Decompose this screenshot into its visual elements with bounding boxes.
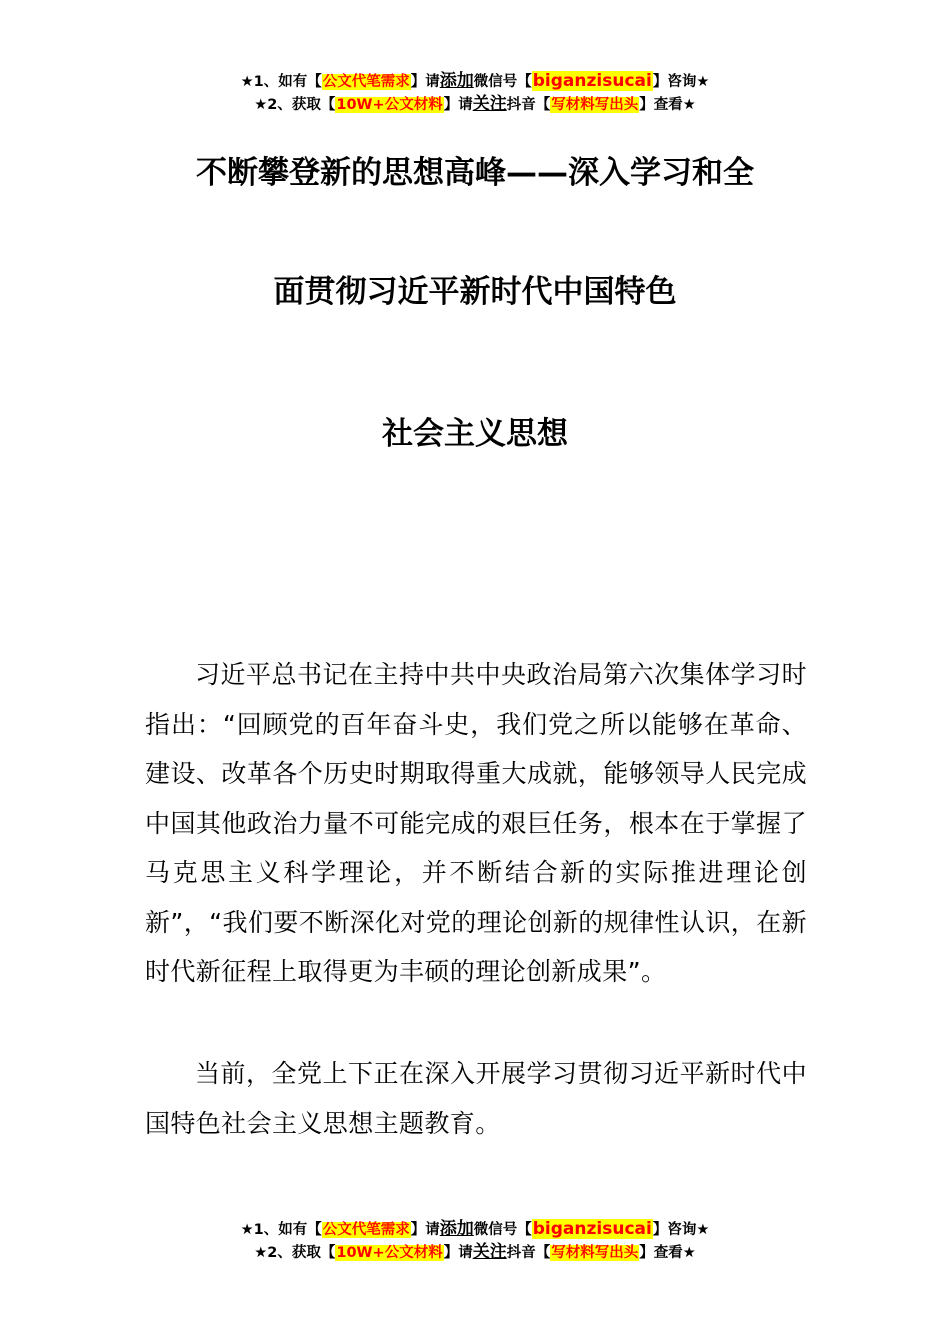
body-paragraph-1: 习近平总书记在主持中共中央政治局第六次集体学习时指出：“回顾党的百年奋斗史，我们党之所以能够在革命、建设、改革各个历史时期取得重大成就，能够领导人民完成中国其他政治力量不可能完成的艰巨任务，根本在于掌握了马克思主义科学理论，并不断结合新的实际推进理论创新”，“我们要不断深化对党的理论创新的规律性认识，在新时代新征程上取得更为丰硕的理论创新成果”。 xyxy=(145,660,807,986)
banner-text: ★2、获取【 xyxy=(254,97,336,113)
banner-highlight: 10W+公文材料 xyxy=(336,97,443,113)
body-paragraph-2: 当前，全党上下正在深入开展学习贯彻习近平新时代中国特色社会主义思想主题教育。 xyxy=(145,1059,807,1138)
banner-underlined: 添加 xyxy=(439,1219,474,1239)
banner-highlight-wechat: biganzisucai xyxy=(532,1219,652,1239)
banner-text: 】请 xyxy=(410,74,440,90)
banner-text: 微信号【 xyxy=(473,1222,532,1238)
banner-text: 抖音【 xyxy=(506,97,551,113)
banner-text: 微信号【 xyxy=(473,74,532,90)
banner-underlined: 关注 xyxy=(472,1242,507,1262)
banner-line-2 xyxy=(0,1241,950,1264)
banner-text: 】请 xyxy=(410,1222,440,1238)
banner-text: 】查看★ xyxy=(639,1245,696,1261)
banner-underlined: 关注 xyxy=(472,94,507,114)
banner-text: ★2、获取【 xyxy=(254,1245,336,1261)
banner-text: ★1、如有【 xyxy=(240,74,322,90)
banner-line-1 xyxy=(0,1218,950,1241)
banner-line-2 xyxy=(0,93,950,116)
document-title-line-1: 不断攀登新的思想高峰——深入学习和全 xyxy=(196,155,754,191)
banner-text: 】请 xyxy=(443,1245,473,1261)
header-banner xyxy=(0,70,950,116)
banner-highlight-wechat: biganzisucai xyxy=(532,71,652,91)
banner-underlined: 添加 xyxy=(439,71,474,91)
banner-highlight-douyin: 写材料写出头 xyxy=(551,97,639,113)
banner-text: 】查看★ xyxy=(639,97,696,113)
banner-text: 】咨询★ xyxy=(652,1222,710,1238)
banner-highlight: 10W+公文材料 xyxy=(336,1245,443,1261)
banner-line-1 xyxy=(0,70,950,93)
banner-highlight: 公文代笔需求 xyxy=(322,1222,410,1238)
banner-highlight: 公文代笔需求 xyxy=(322,74,410,90)
banner-text: 】请 xyxy=(443,97,473,113)
banner-text: 抖音【 xyxy=(506,1245,551,1261)
banner-highlight-douyin: 写材料写出头 xyxy=(551,1245,639,1261)
document-title-line-2: 面贯彻习近平新时代中国特色 xyxy=(273,274,677,310)
document-title-line-3: 社会主义思想 xyxy=(382,416,568,452)
banner-text: 】咨询★ xyxy=(652,74,710,90)
banner-text: ★1、如有【 xyxy=(240,1222,322,1238)
footer-banner xyxy=(0,1218,950,1264)
